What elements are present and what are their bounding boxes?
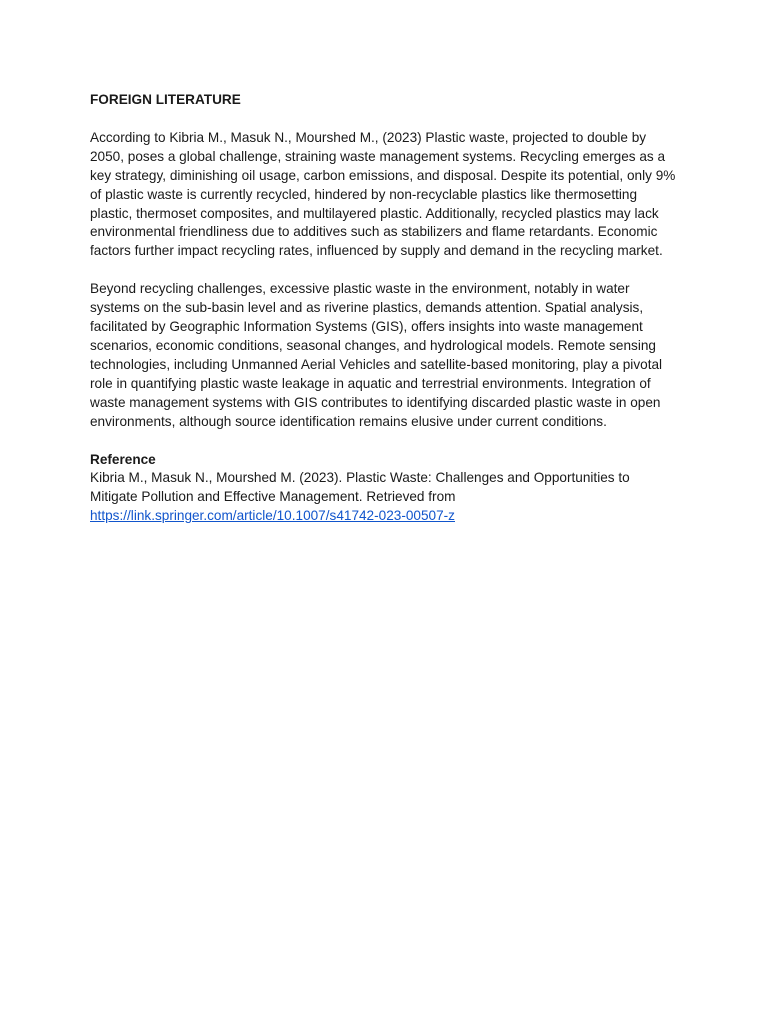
body-paragraph-2: Beyond recycling challenges, excessive plastic waste in the environment, notably in water systems on the sub-basin level and as riverine plastics, demands attention. Spatial analysis, facilitated by Geographic Information Systems (GIS), offers insights into waste management scenarios, economic conditions, seasonal changes, and hydrological models. Remote sensing technologies, including Unmanned Aerial Vehicles and satellite-based monitoring, play a pivotal role in quantifying plastic waste leakage in aquatic and terrestrial environments. Integration of waste management systems with GIS contributes to identifying discarded plastic waste in open environments, although source identification remains elusive under current conditions. (90, 281, 663, 429)
reference-heading: Reference (90, 451, 156, 467)
reference-link[interactable]: https://link.springer.com/article/10.1007/s41742-023-00507-z (90, 508, 455, 524)
body-paragraph-1: According to Kibria M., Masuk N., Mourshed M., (2023) Plastic waste, projected to double by 2050, poses a global challenge, straining waste management systems. Recycling emerges as a key strategy, diminishing oil usage, carbon emissions, and disposal. Despite its potential, only 9% of plastic waste is currently recycled, hindered by non-recyclable plastics like thermosetting plastic, thermoset composites, and multilayered plastic. Additionally, recycled plastics may lack environmental friendliness due to additives such as stabilizers and flame retardants. Economic factors further impact recycling rates, influenced by supply and demand in the recycling market. (90, 129, 676, 259)
reference-citation: Kibria M., Masuk N., Mourshed M. (2023). Plastic Waste: Challenges and Opportunities to Mitigate Pollution and Effective Management. Retrieved from (90, 470, 630, 505)
document-heading: FOREIGN LITERATURE (90, 92, 241, 107)
document-body (90, 91, 680, 526)
